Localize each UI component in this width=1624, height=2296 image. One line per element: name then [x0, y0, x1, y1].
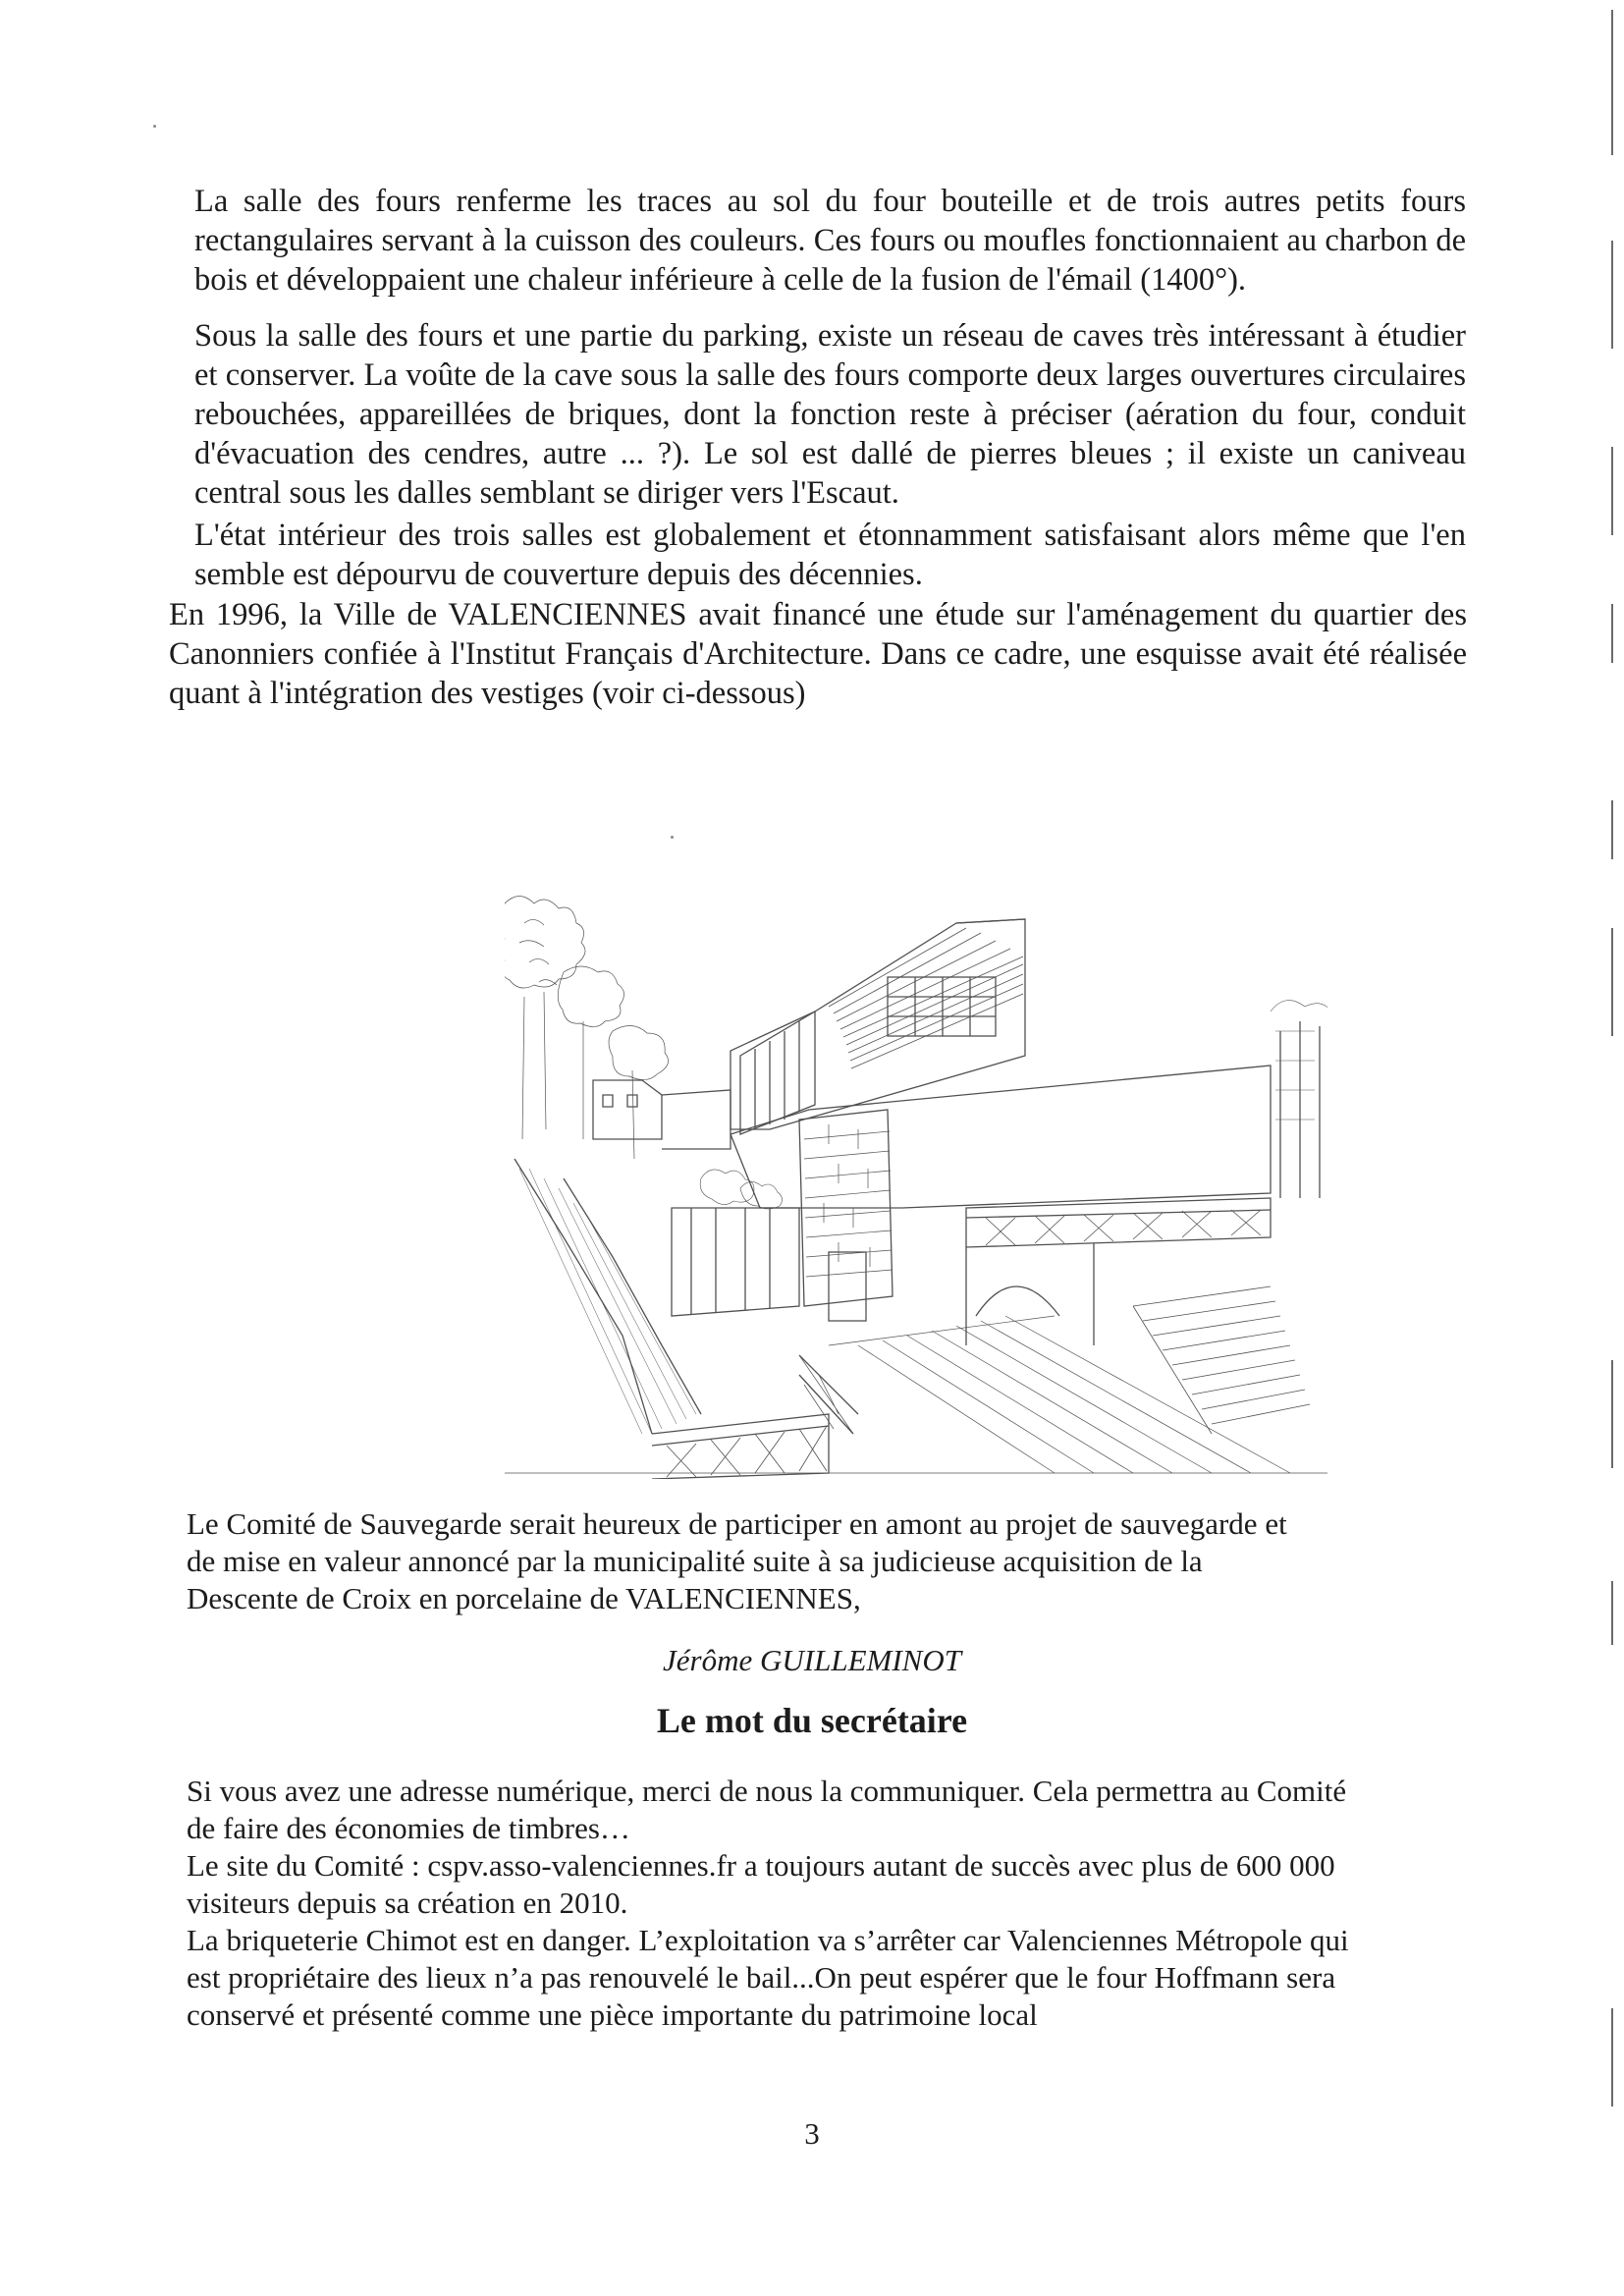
text-line: visiteurs depuis sa création en 2010.	[187, 1886, 628, 1920]
text-line: La briqueterie Chimot est en danger. L’exploitation va s’arrêter car Valenciennes Métropole qui	[187, 1923, 1349, 1957]
text-line: Descente de Croix en porcelaine de VALENCIENNES,	[187, 1581, 861, 1615]
scan-edge-line	[1611, 928, 1613, 1036]
scan-edge-line	[1611, 447, 1613, 535]
scan-edge-line	[1611, 2008, 1613, 2106]
text-line: de faire des économies de timbres…	[187, 1811, 630, 1845]
paragraph-1996-study: En 1996, la Ville de VALENCIENNES avait financé une étude sur l'aménagement du quartier des Canonniers confiée à l'Institut Français d'Architecture. Dans ce cadre, une esquisse avait été réalisée quant à l'intégration des vestiges (voir ci-dessous)	[169, 597, 1467, 711]
architectural-sketch-illustration	[505, 884, 1327, 1479]
secretary-message	[187, 1773, 1483, 2034]
text-line: Si vous avez une adresse numérique, merci de nous la communiquer. Cela permettra au Comité	[187, 1774, 1347, 1808]
text-line: Le site du Comité : cspv.asso-valenciennes.fr a toujours autant de succès avec plus de 600 000	[187, 1848, 1335, 1883]
scan-speck	[153, 125, 156, 128]
paragraph-kilns: La salle des fours renferme les traces au sol du four bouteille et de trois autres petits fours rectangulaires servant à la cuisson des couleurs. Ces fours ou moufles fonctionnaient au charbon de bois et développaient une chaleur inférieure à celle de la fusion de l'émail (1400°).	[194, 184, 1466, 298]
text-line: de mise en valeur annoncé par la municipalité suite à sa judicieuse acquisition de la	[187, 1544, 1203, 1578]
scan-edge-line	[1611, 1581, 1613, 1645]
page-number: 3	[804, 2116, 820, 2151]
paragraph-condition: L'état intérieur des trois salles est globalement et étonnamment satisfaisant alors même que l'en semble est dépourvu de couverture depuis des décennies.	[194, 518, 1466, 592]
author-signature: Jérôme GUILLEMINOT	[663, 1643, 961, 1677]
paragraph-cellars: Sous la salle des fours et une partie du parking, existe un réseau de caves très intéressant à étudier et conserver. La voûte de la cave sous la salle des fours comporte deux larges ouvertures circulaires rebouchées, appareillées de briques, dont la fonction reste à préciser (aération du four, conduit d'évacuation des cendres, autre ... ?). Le sol est dallé de pierres bleues ; il existe un caniveau central sous les dalles semblant se diriger vers l'Escaut.	[194, 318, 1466, 511]
scan-edge-line	[1611, 604, 1613, 663]
scan-edge-line	[1611, 1360, 1613, 1468]
text-line: conservé et présenté comme une pièce importante du patrimoine local	[187, 1997, 1038, 2032]
text-line: Le Comité de Sauvegarde serait heureux de participer en amont au projet de sauvegarde et	[187, 1506, 1287, 1541]
scan-speck	[671, 836, 674, 839]
section-title: Le mot du secrétaire	[656, 1701, 968, 1740]
scan-edge-line	[1611, 241, 1613, 349]
text-line: est propriétaire des lieux n’a pas renouvelé le bail...On peut espérer que le four Hoffmann sera	[187, 1960, 1336, 1995]
paragraph-committee	[187, 1505, 1473, 1617]
scan-edge-line	[1611, 10, 1613, 155]
scan-edge-line	[1611, 800, 1613, 859]
